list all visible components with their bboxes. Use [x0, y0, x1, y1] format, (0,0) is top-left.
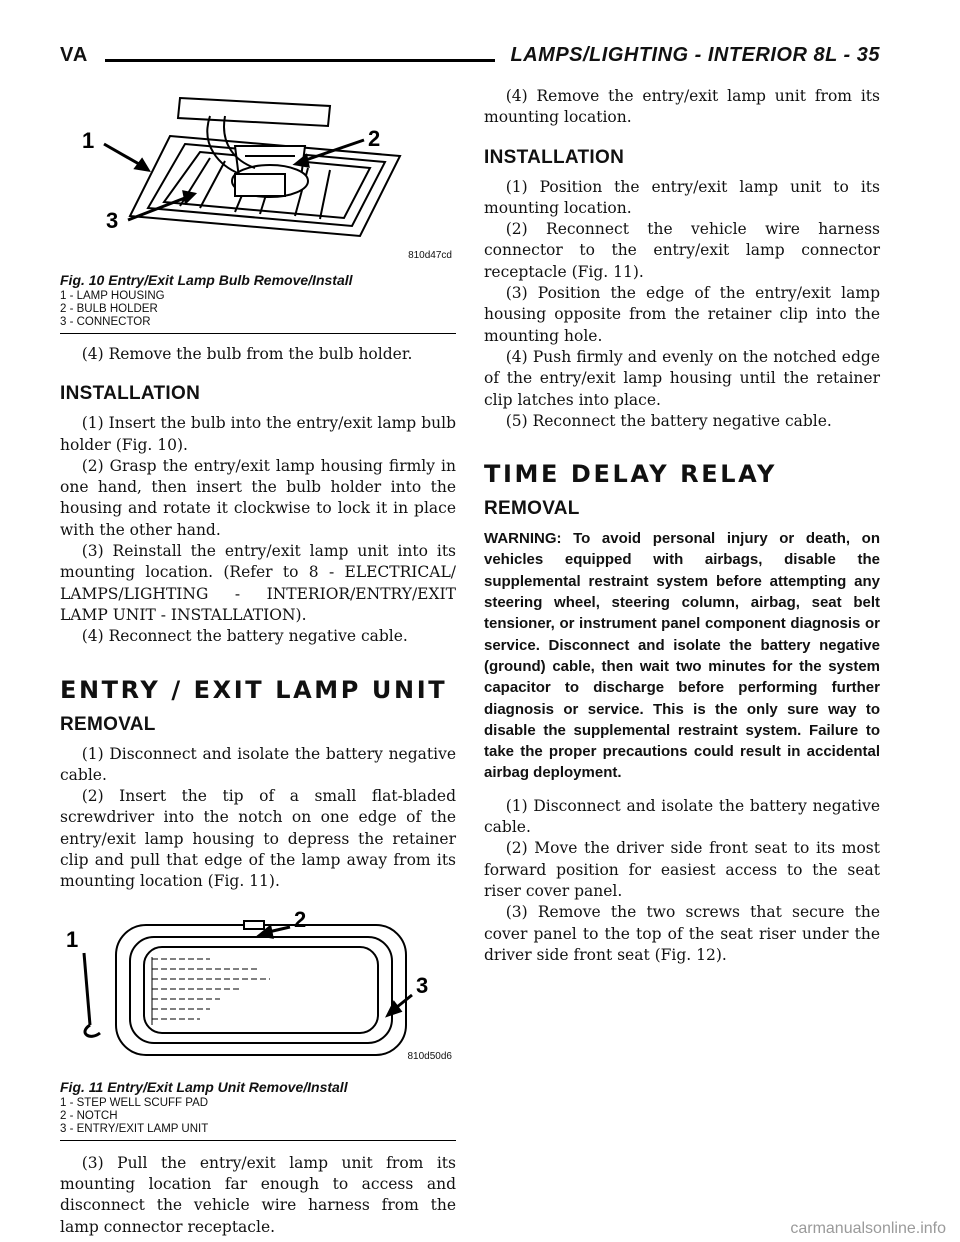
fig11-caption: Fig. 11 Entry/Exit Lamp Unit Remove/Install [60, 1078, 348, 1095]
figure-10 [60, 86, 456, 334]
header-section-page: LAMPS/LIGHTING - INTERIOR 8L - 35 [510, 44, 880, 66]
header-rule [105, 59, 495, 62]
fig10-caption: Fig. 10 Entry/Exit Lamp Bulb Remove/Install [60, 272, 353, 288]
fig10-code: 810d47cd [408, 250, 452, 261]
fig11-code: 810d50d6 [407, 1050, 452, 1062]
fig11-illustration [60, 907, 456, 1067]
fig10-legend [60, 290, 456, 329]
install-step: (5) Reconnect the battery negative cable. [505, 411, 832, 430]
airbag-warning: WARNING: To avoid personal injury or death, on vehicles equipped with airbags, disable the supplemental restraint system before attempting any steering wheel, steering column, airbag, seat belt tensioner, or instrument panel component diagnosis or service. Disconnect and isolate the battery negative (ground) cable, then wait two minutes for the system capacitor to discharge before performing further diagnosis or service. This is the only sure way to disable the supplemental restraint system. Failure to take the proper precautions could result in accidental airbag deployment. [484, 530, 880, 782]
installation-heading: INSTALLATION [60, 383, 201, 405]
left-column [60, 86, 456, 1238]
page-header [60, 44, 880, 78]
removal-step: (1) Disconnect and isolate the battery negative cable. [60, 744, 456, 784]
fig10-callout-2: 2 [368, 126, 381, 151]
fig11-callout-2: 2 [294, 906, 307, 932]
fig11-legend-item: 2 - NOTCH [60, 1109, 118, 1122]
install-step: (1) Position the entry/exit lamp unit to its mounting location. [484, 177, 880, 217]
install-step: (3) Position the edge of the entry/exit lamp housing opposite from the retainer clip into the mounting hole. [484, 284, 880, 345]
section-title-time-delay-relay: TIME DELAY RELAY [484, 460, 777, 489]
removal-step: (4) Remove the entry/exit lamp unit from its mounting location. [484, 87, 880, 127]
fig11-legend-item: 3 - ENTRY/EXIT LAMP UNIT [60, 1122, 209, 1135]
remove-bulb-step: (4) Remove the bulb from the bulb holder. [81, 345, 413, 363]
fig10-legend-item: 3 - CONNECTOR [60, 316, 151, 328]
install-step: (2) Reconnect the vehicle wire harness connector to the entry/exit lamp connector receptacle (Fig. 11). [484, 220, 880, 281]
install-step: (1) Insert the bulb into the entry/exit lamp bulb holder (Fig. 10). [60, 414, 456, 454]
install-step: (2) Grasp the entry/exit lamp housing firmly in one hand, then insert the bulb holder into the housing and rotate it clockwise to lock it in place with the other hand. [60, 456, 456, 539]
section-title-entry-exit-lamp-unit: ENTRY / EXIT LAMP UNIT [60, 675, 448, 704]
header-vehicle-code: VA [60, 44, 89, 66]
fig10-callout-3: 3 [106, 208, 119, 233]
installation-heading: INSTALLATION [484, 146, 625, 168]
install-step: (4) Reconnect the battery negative cable. [81, 627, 408, 646]
removal-step: (3) Remove the two screws that secure the cover panel to the top of the seat riser under the driver side front seat (Fig. 12). [484, 903, 880, 964]
fig10-illustration [60, 86, 456, 266]
fig11-legend-item: 1 - STEP WELL SCUFF PAD [60, 1096, 209, 1109]
fig11-legend [60, 1097, 456, 1136]
fig11-callout-1: 1 [66, 926, 79, 952]
removal-step: (2) Move the driver side front seat to its most forward position for easiest access to the seat riser cover panel. [484, 839, 880, 900]
fig10-legend-item: 1 - LAMP HOUSING [60, 290, 165, 302]
removal-heading: REMOVAL [484, 498, 580, 520]
removal-step: (2) Insert the tip of a small flat-bladed screwdriver into the notch on one edge of the entry/exit lamp housing to depress the retainer clip and pull that edge of the lamp away from its mounting location (Fig. 11). [60, 787, 456, 891]
removal-heading: REMOVAL [60, 713, 156, 735]
install-step: (3) Reinstall the entry/exit lamp unit into its mounting location. (Refer to 8 - ELECTRICAL/ LAMPS/LIGHTING - INTERIOR/ENTRY/EXIT LAMP UNIT - INSTALLATION). [60, 542, 456, 624]
fig10-callout-1: 1 [82, 128, 95, 153]
fig11-callout-3: 3 [416, 972, 429, 998]
figure-11 [60, 907, 456, 1141]
removal-step: (1) Disconnect and isolate the battery negative cable. [484, 796, 880, 837]
watermark-text: carmanualsonline.info [790, 1220, 946, 1237]
install-step: (4) Push firmly and evenly on the notched edge of the entry/exit lamp housing until the retainer clip latches into place. [484, 347, 880, 409]
removal-step: (3) Pull the entry/exit lamp unit from its mounting location far enough to access and disconnect the vehicle wire harness from the lamp connector receptacle. [60, 1153, 456, 1236]
right-column [484, 86, 880, 966]
fig10-legend-item: 2 - BULB HOLDER [60, 303, 158, 315]
